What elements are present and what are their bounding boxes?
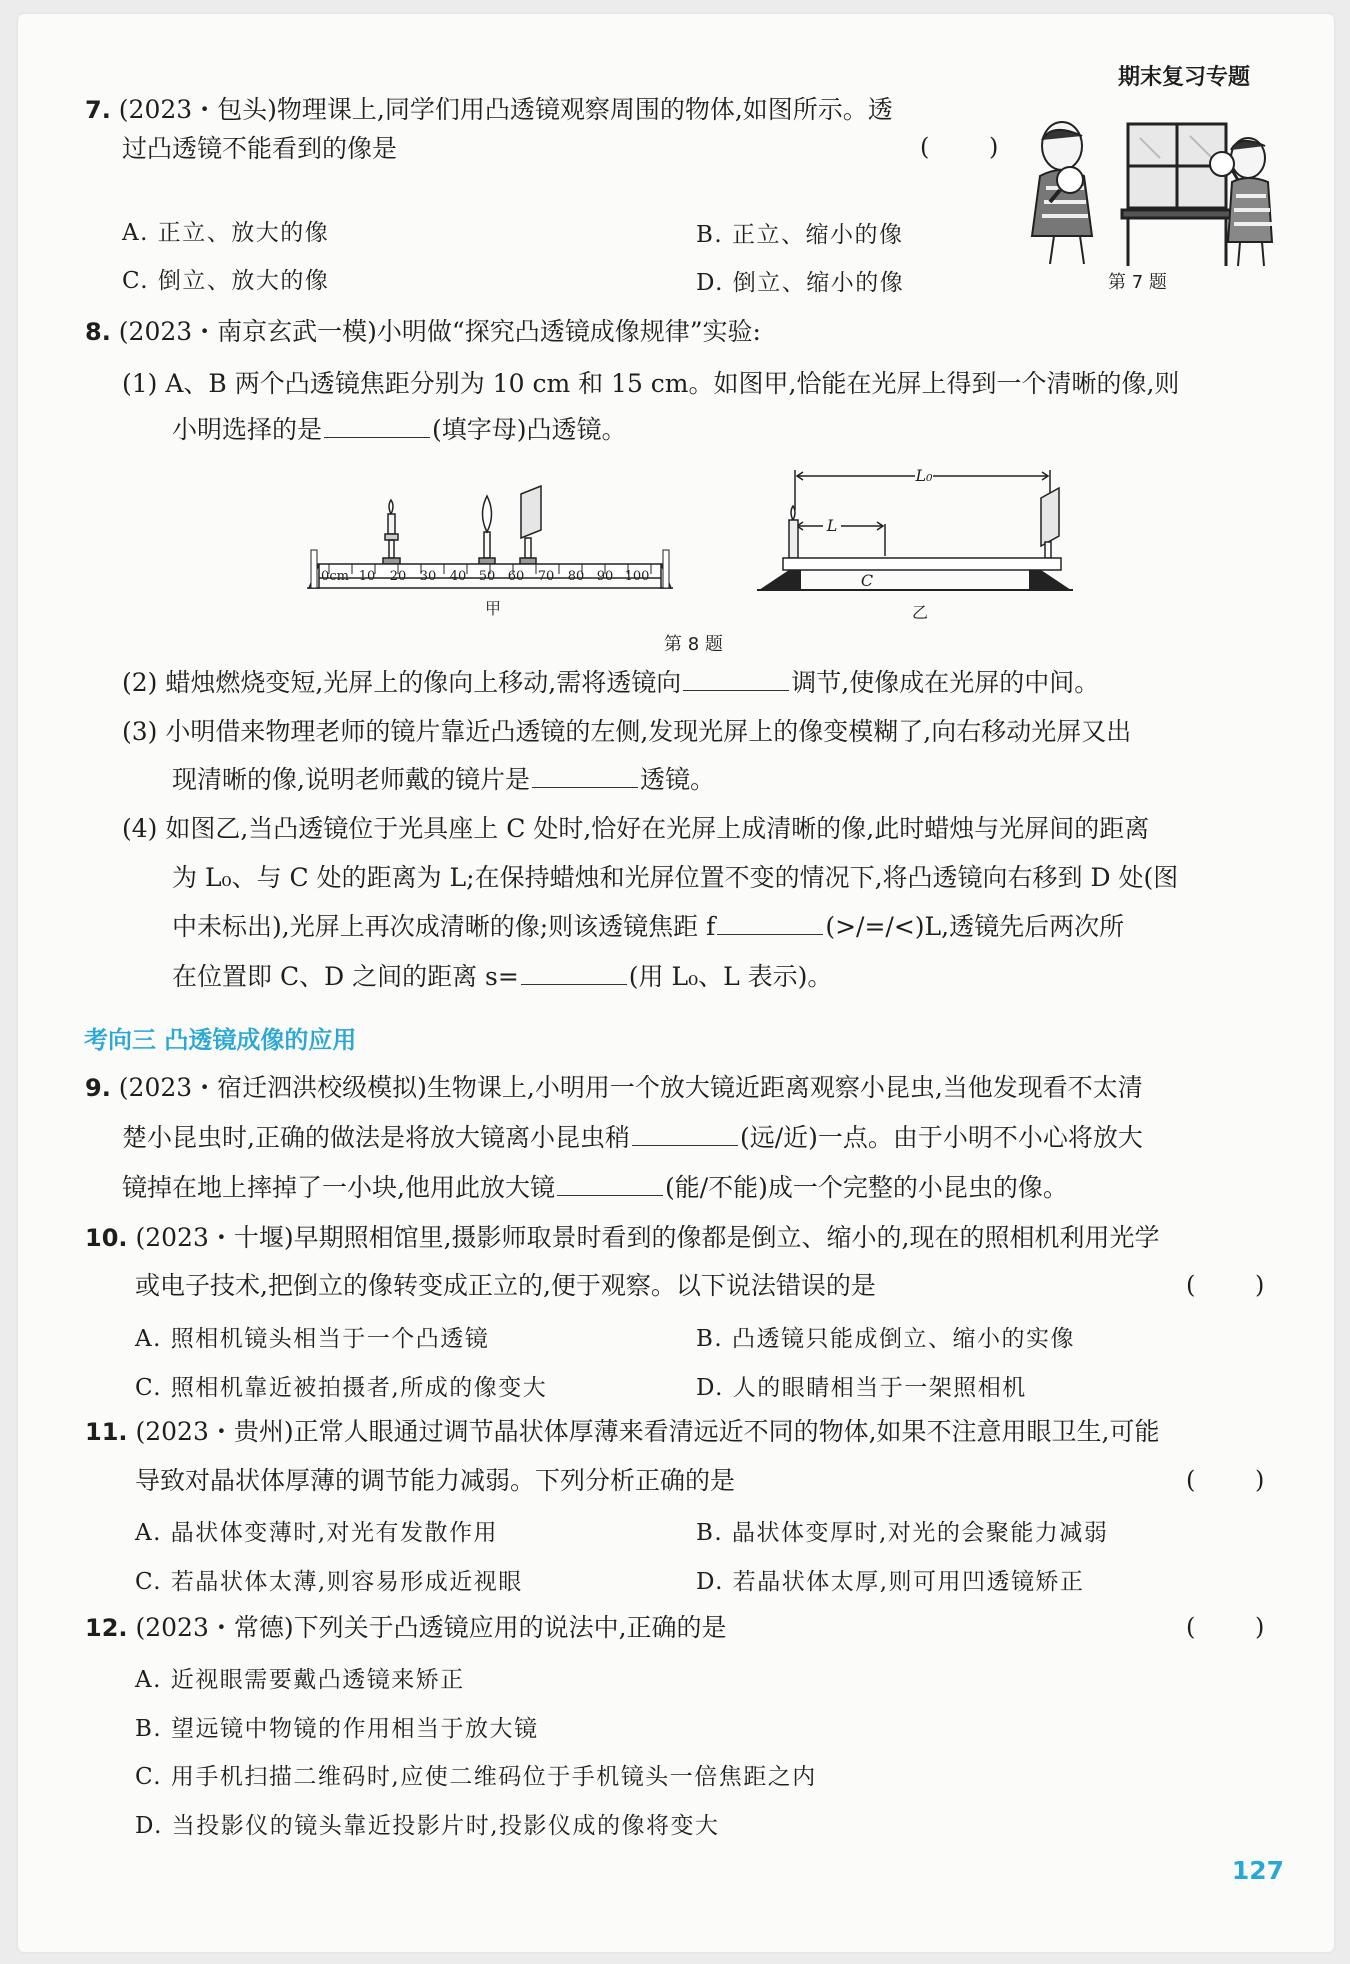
question-9-text-c: 镜掉在地上摔掉了一小块,他用此放大镜 bbox=[122, 1173, 555, 1202]
question-12-stem: (2023・常德)下列关于凸透镜应用的说法中,正确的是 bbox=[135, 1613, 727, 1642]
question-8-part-4-text-c: 在位置即 C、D 之间的距离 s= bbox=[172, 962, 519, 991]
question-10-option-a: A. 照相机镜头相当于一个凸透镜 bbox=[135, 1326, 490, 1352]
question-11-stem-1: (2023・贵州)正常人眼通过调节晶状体厚薄来看清远近不同的物体,如果不注意用眼卫生,可能 bbox=[135, 1417, 1160, 1446]
question-10-number: 10. bbox=[85, 1224, 128, 1252]
question-7-figure bbox=[1010, 118, 1280, 268]
answer-blank-8-2[interactable] bbox=[683, 668, 789, 691]
answer-blank-9-2[interactable] bbox=[557, 1173, 663, 1196]
answer-blank-9-1[interactable] bbox=[632, 1123, 738, 1146]
lens-icon bbox=[479, 496, 495, 564]
question-8-stem: (2023・南京玄武一模)小明做“探究凸透镜成像规律”实验: bbox=[118, 317, 761, 346]
question-10-line-1 bbox=[85, 1222, 1160, 1254]
question-8-part-4-line-3 bbox=[172, 911, 1124, 943]
scale-tick-70: 70 bbox=[537, 569, 555, 584]
question-8-part-4-text-a: 中未标出),光屏上再次成清晰的像;则该透镜焦距 f bbox=[172, 912, 716, 941]
scale-tick-100: 100 bbox=[624, 569, 650, 584]
question-7-number: 7. bbox=[85, 96, 111, 124]
scale-tick-30: 30 bbox=[419, 569, 437, 584]
question-10-option-b: B. 凸透镜只能成倒立、缩小的实像 bbox=[696, 1326, 1076, 1352]
question-11-option-c: C. 若晶状体太薄,则容易形成近视眼 bbox=[135, 1569, 523, 1595]
answer-blank-8-4a[interactable] bbox=[717, 912, 823, 935]
question-8-part-3-text-a: 现清晰的像,说明老师戴的镜片是 bbox=[172, 765, 530, 794]
page-header: 期末复习专题 bbox=[1117, 65, 1250, 90]
bench-rail bbox=[783, 558, 1061, 570]
question-12-option-b: B. 望远镜中物镜的作用相当于放大镜 bbox=[135, 1716, 539, 1742]
question-7-option-a: A. 正立、放大的像 bbox=[122, 220, 330, 246]
question-7-stem-1: (2023・包头)物理课上,同学们用凸透镜观察周围的物体,如图所示。透 bbox=[118, 95, 893, 124]
light-screen-icon bbox=[520, 486, 541, 564]
question-9-text-d: (能/不能)成一个完整的小昆虫的像。 bbox=[664, 1173, 1068, 1202]
question-11-number: 11. bbox=[85, 1418, 128, 1446]
scale-tick-20: 20 bbox=[389, 569, 407, 584]
question-8-part-1-line-1: (1) A、B 两个凸透镜焦距分别为 10 cm 和 15 cm。如图甲,恰能在光屏上得到一个清晰的像,则 bbox=[122, 369, 1180, 398]
answer-blank-8-1[interactable] bbox=[324, 415, 430, 438]
question-11-option-d: D. 若晶状体太厚,则可用凹透镜矫正 bbox=[696, 1569, 1085, 1595]
question-9-text-b: (远/近)一点。由于小明不小心将放大 bbox=[739, 1123, 1143, 1152]
question-7-line-1 bbox=[85, 94, 893, 126]
question-10-answer-bracket: ( ) bbox=[1186, 1271, 1291, 1299]
question-8-part-1-line-2 bbox=[172, 414, 627, 446]
figure-yi-label: 乙 bbox=[911, 603, 929, 622]
question-7-option-b: B. 正立、缩小的像 bbox=[696, 222, 904, 248]
question-12-answer-bracket: ( ) bbox=[1186, 1613, 1291, 1641]
question-9-number: 9. bbox=[85, 1074, 111, 1102]
question-9-line-3 bbox=[122, 1172, 1068, 1204]
question-8-part-3-line-1: (3) 小明借来物理老师的镜片靠近凸透镜的左侧,发现光屏上的像变模糊了,向右移动光屏又出 bbox=[122, 717, 1132, 746]
question-12-number: 12. bbox=[85, 1614, 128, 1642]
label-L0: L₀ bbox=[915, 466, 933, 485]
question-8-part-4-line-1: (4) 如图乙,当凸透镜位于光具座上 C 处时,恰好在光屏上成清晰的像,此时蜡烛与光屏间的距离 bbox=[122, 814, 1150, 843]
answer-blank-8-4b[interactable] bbox=[521, 962, 627, 985]
question-10-option-d: D. 人的眼睛相当于一架照相机 bbox=[696, 1375, 1027, 1401]
section-heading-3: 考向三 凸透镜成像的应用 bbox=[84, 1026, 357, 1054]
question-12-option-d: D. 当投影仪的镜头靠近投影片时,投影仪成的像将变大 bbox=[135, 1813, 720, 1839]
question-8-part-2-text-a: (2) 蜡烛燃烧变短,光屏上的像向上移动,需将透镜向 bbox=[122, 668, 682, 697]
figure-jia-label: 甲 bbox=[484, 599, 502, 618]
question-8-part-1-text-b: (填字母)凸透镜。 bbox=[432, 415, 627, 444]
scale-tick-80: 80 bbox=[567, 569, 585, 584]
scale-tick-50: 50 bbox=[478, 569, 496, 584]
candle-icon bbox=[789, 506, 798, 558]
scale-tick-0: 0cm bbox=[321, 569, 349, 584]
figure-yi-optical-bench bbox=[755, 460, 1075, 630]
question-7-figure-caption: 第 7 题 bbox=[1108, 272, 1167, 293]
question-8-part-4-text-d: (用 L₀、L 表示)。 bbox=[628, 962, 833, 991]
question-11-answer-bracket: ( ) bbox=[1186, 1466, 1291, 1494]
question-12-option-a: A. 近视眼需要戴凸透镜来矫正 bbox=[135, 1667, 465, 1693]
scale-tick-90: 90 bbox=[596, 569, 614, 584]
question-11-option-a: A. 晶状体变薄时,对光有发散作用 bbox=[135, 1520, 499, 1546]
question-8-part-3-text-b: 透镜。 bbox=[639, 765, 715, 794]
light-screen-icon bbox=[1041, 488, 1059, 558]
question-11-line-1 bbox=[85, 1416, 1160, 1448]
question-8-part-1-text-a: 小明选择的是 bbox=[172, 415, 323, 444]
answer-blank-8-3[interactable] bbox=[532, 765, 638, 788]
scale-tick-60: 60 bbox=[507, 569, 525, 584]
question-7-stem-2: 过凸透镜不能看到的像是 bbox=[122, 134, 398, 163]
question-9-line-1 bbox=[85, 1072, 1143, 1104]
question-10-stem-1: (2023・十堰)早期照相馆里,摄影师取景时看到的像都是倒立、缩小的,现在的照相机利用光学 bbox=[135, 1223, 1160, 1252]
page-number: 127 bbox=[1231, 1856, 1284, 1885]
question-11-stem-2: 导致对晶状体厚薄的调节能力减弱。下列分析正确的是 bbox=[135, 1466, 736, 1495]
question-7-option-d: D. 倒立、缩小的像 bbox=[696, 270, 905, 296]
question-8-part-4-line-2: 为 L₀、与 C 处的距离为 L;在保持蜡烛和光屏位置不变的情况下,将凸透镜向右移到 D 处(图 bbox=[172, 863, 1179, 892]
question-7-option-c: C. 倒立、放大的像 bbox=[122, 268, 330, 294]
question-8-part-4-line-4 bbox=[172, 961, 832, 993]
scale-tick-40: 40 bbox=[449, 569, 467, 584]
figure-jia-optical-bench bbox=[305, 478, 685, 628]
question-9-stem-1: (2023・宿迁泗洪校级模拟)生物课上,小明用一个放大镜近距离观察小昆虫,当他发现看不太清 bbox=[118, 1073, 1143, 1102]
question-9-text-a: 楚小昆虫时,正确的做法是将放大镜离小昆虫稍 bbox=[122, 1123, 630, 1152]
question-8-line-1 bbox=[85, 316, 761, 348]
label-L: L bbox=[826, 516, 838, 535]
question-8-figure-caption: 第 8 题 bbox=[664, 634, 723, 655]
question-12-option-c: C. 用手机扫描二维码时,应使二维码位于手机镜头一倍焦距之内 bbox=[135, 1764, 817, 1790]
question-8-part-2-text-b: 调节,使像成在光屏的中间。 bbox=[791, 668, 1100, 697]
scale-tick-10: 10 bbox=[358, 569, 376, 584]
question-8-part-4-text-b: (>/=/<)L,透镜先后两次所 bbox=[825, 912, 1125, 941]
question-7-answer-bracket: ( ) bbox=[920, 133, 1025, 161]
question-9-line-2 bbox=[122, 1122, 1143, 1154]
label-C: C bbox=[860, 571, 874, 590]
question-10-stem-2: 或电子技术,把倒立的像转变成正立的,便于观察。以下说法错误的是 bbox=[135, 1271, 876, 1300]
question-8-part-2 bbox=[122, 667, 1099, 699]
question-8-number: 8. bbox=[85, 318, 111, 346]
question-12-line-1 bbox=[85, 1612, 727, 1644]
question-10-option-c: C. 照相机靠近被拍摄者,所成的像变大 bbox=[135, 1375, 548, 1401]
question-8-part-3-line-2 bbox=[172, 764, 715, 796]
question-11-option-b: B. 晶状体变厚时,对光的会聚能力减弱 bbox=[696, 1520, 1109, 1546]
candle-icon bbox=[383, 500, 400, 564]
